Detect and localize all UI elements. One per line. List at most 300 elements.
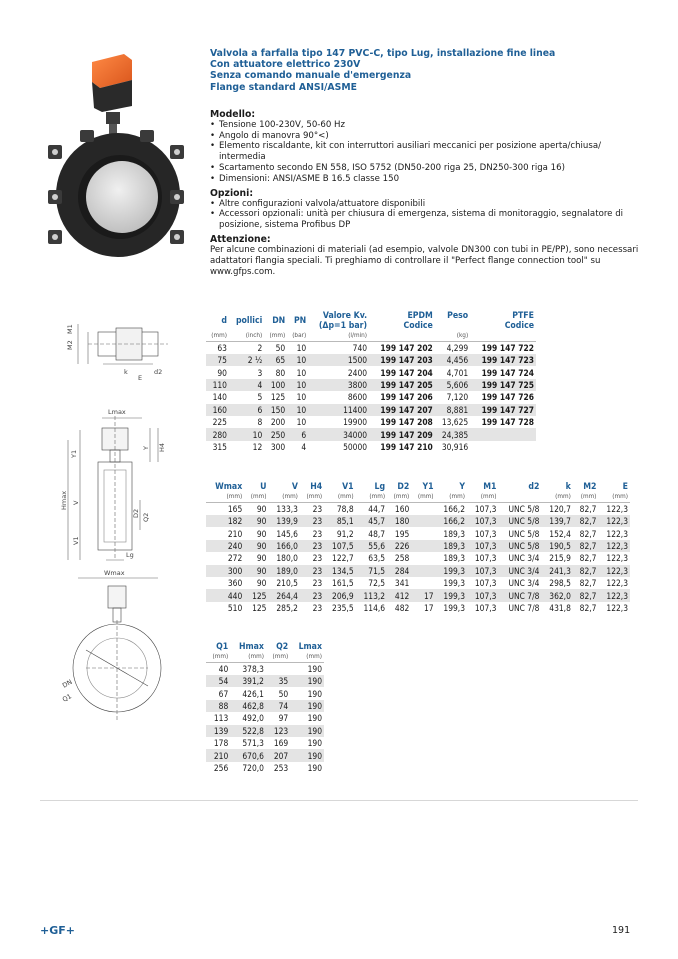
gf-logo: +GF+ — [40, 924, 75, 937]
table-cell: 256 — [213, 762, 229, 773]
table-cell: 272 — [227, 553, 243, 564]
table-cell: 12 — [252, 441, 263, 452]
table-cell: 4 — [301, 441, 307, 452]
col-header: pollici — [235, 316, 263, 326]
table-cell: 82,7 — [579, 553, 597, 564]
table-cell: 189,3 — [443, 528, 465, 539]
table-cell: 122,3 — [606, 578, 628, 589]
table-cell — [266, 663, 290, 676]
list-item: • Elemento riscaldante, kit con interruttori ausiliari meccanici per posizione aperta/chiusa/ intermedia — [210, 141, 640, 163]
table-cell: 140 — [212, 392, 227, 403]
table-cell — [411, 515, 435, 527]
table-cell: 23 — [312, 528, 323, 539]
table-cell: 3800 — [308, 379, 369, 391]
modello-list — [210, 120, 640, 185]
table-row — [206, 762, 324, 774]
table-cell: 97 — [278, 713, 289, 724]
table-cell: 44,7 — [368, 504, 386, 514]
dim-label-wmax: Wmax — [104, 569, 125, 577]
table-cell: 50 — [275, 343, 286, 353]
table-cell: 195 — [394, 528, 410, 539]
table-cell: 169 — [273, 738, 289, 749]
table-row — [206, 700, 324, 712]
title-line: Senza comando manuale d'emergenza — [210, 70, 412, 82]
table-cell: 125 — [270, 392, 286, 403]
table-cell: 23 — [300, 565, 324, 577]
table-cell: 122,3 — [606, 528, 628, 539]
dim-label-v1: V1 — [72, 536, 80, 545]
unit-label: (mm) — [324, 492, 355, 503]
table-cell: 190 — [307, 713, 322, 724]
unit-label: (mm) — [290, 652, 324, 663]
table-cell: 55,6 — [356, 540, 387, 552]
dim-label-y: Y — [142, 446, 150, 450]
table-cell: 300 — [206, 565, 244, 577]
table-cell: 13,625 — [441, 417, 469, 428]
table-cell: 378,3 — [242, 664, 264, 674]
table-cell: 199,3 — [443, 602, 465, 613]
table-cell: 4,456 — [435, 354, 470, 366]
table-cell: 113,2 — [356, 589, 387, 601]
col-header: U — [260, 482, 267, 492]
table-cell: 10 — [296, 367, 307, 378]
table-cell: 199 147 210 — [380, 441, 433, 452]
table-cell: UNC 3/4 — [508, 578, 540, 589]
table-cell: 10 — [296, 417, 307, 428]
table-cell: 166,2 — [443, 504, 465, 514]
table-row — [206, 749, 324, 761]
col-header: PTFE Codice — [504, 311, 534, 331]
table-cell: 431,8 — [549, 602, 571, 613]
unit-label: (mm) — [436, 492, 467, 503]
footer-divider — [40, 800, 638, 801]
table-cell: 114,6 — [363, 602, 386, 613]
unit-label: (mm) — [387, 492, 411, 503]
table-row — [206, 675, 324, 687]
attenzione-text: Per alcune combinazioni di materiali (ad esempio, valvole DN300 con tubi in PE/PP), sono necessari adattatori flangia speciali. Ti preghiamo di controllare il "Perfect flange connection tool" su www.gfps.com. — [210, 244, 639, 277]
table-cell: 6 — [229, 404, 264, 416]
table-cell: UNC 5/8 — [508, 504, 540, 514]
opzioni-heading: Opzioni: — [210, 187, 254, 199]
table-cell: 199 147 208 — [380, 417, 433, 428]
unit-label: (l/min) — [308, 331, 369, 342]
table-cell: 199 147 206 — [380, 392, 433, 403]
table-cell: 412 — [387, 589, 411, 601]
dim-label-v: V — [72, 500, 80, 505]
table-cell: 107,3 — [467, 565, 498, 577]
table-cell: 11400 — [308, 404, 369, 416]
table-cell: 199 147 203 — [369, 354, 435, 366]
table-cell: 5 — [257, 392, 263, 403]
table-cell: 75 — [206, 354, 229, 366]
table-cell: 82,7 — [573, 565, 599, 577]
unit-label: (mm) — [206, 652, 230, 663]
table-row — [206, 737, 324, 749]
product-title — [210, 48, 640, 93]
table-cell: 23 — [300, 589, 324, 601]
table-row — [206, 366, 536, 378]
table-cell: 125 — [244, 589, 268, 601]
table-cell: 10 — [287, 354, 308, 366]
opzioni-list — [210, 199, 640, 231]
table-cell: 107,3 — [474, 602, 497, 613]
table-cell: 80 — [275, 367, 286, 378]
unit-label: (inch) — [229, 331, 264, 342]
table-cell: UNC 7/8 — [508, 602, 540, 613]
table-cell: 23 — [312, 578, 323, 589]
unit-label: (mm) — [268, 492, 299, 503]
table-cell: 440 — [206, 589, 244, 601]
table-cell: 134,5 — [324, 565, 355, 577]
unit-label: (mm) — [356, 492, 387, 503]
title-line: Con attuatore elettrico 230V — [210, 59, 361, 71]
table-cell: 199 147 209 — [369, 428, 435, 440]
table-cell: 199 147 207 — [369, 404, 435, 416]
table-cell: 139 — [206, 725, 230, 737]
table-cell: 120,7 — [549, 504, 571, 514]
dim-label-h4: H4 — [158, 442, 166, 452]
unit-label: (mm) — [411, 492, 435, 503]
table-cell: 23 — [312, 602, 323, 613]
title-line: Flange standard ANSI/ASME — [210, 81, 357, 93]
table-cell: 166,0 — [268, 540, 299, 552]
unit-label: (mm) — [467, 492, 498, 503]
table-cell: 65 — [264, 354, 287, 366]
table-cell: 182 — [206, 515, 244, 527]
col-header: k — [565, 482, 571, 492]
unit-label: (mm) — [300, 492, 324, 503]
table-row — [206, 712, 324, 724]
table-cell: 122,3 — [598, 540, 630, 552]
table-cell: 10 — [296, 343, 307, 353]
col-header: E — [622, 482, 628, 492]
table-cell: 100 — [264, 379, 287, 391]
col-header: Lmax — [298, 642, 322, 652]
table-row — [206, 503, 630, 516]
table-cell — [411, 552, 435, 564]
table-row — [206, 540, 630, 552]
col-header: H4 — [310, 482, 323, 492]
col-header: Wmax — [215, 482, 243, 492]
table-cell: UNC 5/8 — [498, 540, 541, 552]
table-cell: 90 — [256, 553, 267, 564]
table-cell: 82,7 — [579, 504, 597, 514]
table-cell — [411, 503, 435, 516]
table-row — [206, 391, 536, 403]
table-row — [206, 441, 536, 453]
table-cell: 122,3 — [606, 602, 628, 613]
table-cell: 40 — [218, 664, 229, 674]
unit-label — [369, 331, 435, 342]
title-line: Valvola a farfalla tipo 147 PVC-C, tipo Lug, installazione fine linea — [210, 48, 556, 59]
table-row — [206, 602, 630, 614]
table-cell: 178 — [213, 738, 229, 749]
col-header: DN — [272, 316, 286, 326]
table-cell: 492,0 — [242, 713, 264, 724]
table-cell: 190 — [307, 738, 322, 749]
table-cell: 122,3 — [598, 565, 630, 577]
table-cell: 315 — [212, 441, 227, 452]
table-cell: 107,3 — [467, 589, 498, 601]
table-cell: 34000 — [308, 428, 369, 440]
dim-label-d2-upper: D2 — [132, 508, 140, 518]
dim-label-q1: Q1 — [61, 692, 74, 704]
table-cell: 82,7 — [579, 578, 597, 589]
table-row — [206, 342, 536, 355]
table-cell: 160 — [206, 404, 229, 416]
table-cell: 522,8 — [230, 725, 266, 737]
table-cell: 133,3 — [276, 504, 298, 514]
table-cell: 190 — [290, 749, 324, 761]
col-header: M2 — [583, 482, 597, 492]
table-row — [206, 354, 536, 366]
table-cell: 4,701 — [446, 367, 469, 378]
actuator-dimensions-table — [206, 642, 324, 774]
table-cell: 107,3 — [474, 553, 497, 564]
table-cell: 190 — [307, 688, 322, 699]
col-header: Hmax — [238, 642, 264, 652]
table-cell: 17 — [411, 589, 435, 601]
table-cell: 123 — [266, 725, 290, 737]
table-cell: 139,7 — [541, 515, 572, 527]
unit-label: (mm) — [206, 331, 229, 342]
table-cell: 199 147 726 — [481, 392, 534, 403]
table-cell: 90 — [217, 367, 227, 378]
table-cell: 8 — [257, 417, 263, 428]
table-cell: 67 — [218, 688, 229, 699]
table-cell: 30,916 — [441, 441, 469, 452]
dim-label-m1: M1 — [66, 324, 74, 334]
table-cell: 190 — [290, 675, 324, 687]
table-cell: 107,3 — [474, 528, 497, 539]
table-cell: 82,7 — [573, 589, 599, 601]
table-cell: 8,881 — [435, 404, 470, 416]
dim-label-dn: DN — [61, 677, 74, 690]
list-item: • Dimensioni: ANSI/ASME B 16.5 classe 150 — [210, 174, 640, 185]
table-cell: 199 147 204 — [380, 367, 433, 378]
table-cell: 199,3 — [436, 565, 467, 577]
dim-label-q2: Q2 — [142, 512, 150, 522]
table-row — [206, 515, 630, 527]
table-cell: 88 — [206, 700, 230, 712]
table-cell — [411, 565, 435, 577]
table-cell: 199 147 728 — [481, 417, 534, 428]
table-row — [206, 687, 324, 699]
table-row — [206, 589, 630, 601]
col-header: Y1 — [422, 482, 434, 492]
table-cell: 122,3 — [606, 504, 628, 514]
table-cell: 10 — [229, 428, 264, 440]
table-cell — [470, 441, 536, 453]
table-cell: 215,9 — [549, 553, 571, 564]
table-cell: 235,5 — [332, 602, 354, 613]
table-cell: 341 — [394, 578, 410, 589]
table-cell: 225 — [212, 417, 227, 428]
codes-table-body — [206, 342, 536, 454]
dim-label-d2: d2 — [154, 368, 163, 376]
table-cell: 139,9 — [268, 515, 299, 527]
table-cell — [411, 577, 435, 589]
col-header: Lg — [374, 482, 386, 492]
top-view-drawing — [78, 324, 168, 364]
table-cell: 190 — [290, 700, 324, 712]
table-cell: 161,5 — [332, 578, 354, 589]
dim-label-k: k — [124, 368, 128, 376]
col-header: EPDM Codice — [403, 311, 433, 331]
table-cell: 180,0 — [276, 553, 298, 564]
table-cell: 90 — [244, 515, 268, 527]
table-cell: 360 — [227, 578, 243, 589]
table-cell: 110 — [206, 379, 229, 391]
col-header: D2 — [397, 482, 410, 492]
dim-label-hmax: Hmax — [60, 490, 68, 510]
list-item: • Altre configurazioni valvola/attuatore disponibili — [210, 199, 640, 210]
dim-label-lmax: Lmax — [108, 408, 126, 416]
table-row — [206, 577, 630, 589]
col-header: d — [221, 316, 227, 326]
list-item: • Accessori opzionali: unità per chiusura di emergenza, sistema di monitoraggio, segnalatore di posizione, sistema Profibus DP — [210, 209, 640, 231]
table-cell: 50 — [278, 688, 289, 699]
table-cell: 50000 — [343, 441, 368, 452]
table-cell: 200 — [270, 417, 286, 428]
table-cell: 23 — [300, 515, 324, 527]
col-header: d2 — [528, 482, 540, 492]
unit-label: (mm) — [206, 492, 244, 503]
table-cell: 190,5 — [541, 540, 572, 552]
table-cell: 462,8 — [230, 700, 266, 712]
table-cell: 199,3 — [436, 589, 467, 601]
table-cell: 107,3 — [467, 515, 498, 527]
dimensions-table — [206, 482, 630, 614]
table-cell: 180 — [387, 515, 411, 527]
table-cell — [470, 428, 536, 440]
col-header: Peso — [447, 311, 469, 321]
table-cell: 19900 — [343, 417, 368, 428]
unit-label: (bar) — [287, 331, 308, 342]
table-cell: 258 — [394, 553, 410, 564]
table-cell: 199 147 724 — [481, 367, 534, 378]
table-cell: 226 — [387, 540, 411, 552]
unit-label — [498, 492, 541, 503]
table-cell: 2 ½ — [229, 354, 264, 366]
table-cell: 90 — [256, 528, 267, 539]
table-cell: 10 — [287, 404, 308, 416]
col-header: M1 — [483, 482, 497, 492]
table-cell: 190 — [307, 664, 322, 674]
table-cell: 241,3 — [541, 565, 572, 577]
table-cell — [411, 540, 435, 552]
table-cell: 740 — [352, 343, 368, 353]
table-cell: 74 — [266, 700, 290, 712]
unit-label — [470, 331, 536, 342]
table-cell: 190 — [290, 725, 324, 737]
table-cell: 122,3 — [598, 515, 630, 527]
table-cell: 78,8 — [336, 504, 354, 514]
table-cell: 5,606 — [435, 379, 470, 391]
table-cell: UNC 3/4 — [498, 565, 541, 577]
table-row — [206, 565, 630, 577]
table-cell: 2 — [257, 343, 263, 353]
table-cell: 71,5 — [356, 565, 387, 577]
table-cell: 2400 — [347, 367, 368, 378]
table-cell: 82,7 — [573, 540, 599, 552]
table-cell: 3 — [257, 367, 263, 378]
table-cell: 125 — [252, 602, 267, 613]
table-cell: 7,120 — [446, 392, 469, 403]
table-cell: 720,0 — [242, 762, 264, 773]
table-row — [206, 663, 324, 676]
table-cell: 199 147 202 — [380, 343, 433, 353]
table-cell: 54 — [206, 675, 230, 687]
table-cell: 210 — [206, 749, 230, 761]
col-header: Valore Kv. (Δp=1 bar) — [318, 311, 368, 331]
table-cell: 250 — [264, 428, 287, 440]
table-cell: 210,5 — [276, 578, 298, 589]
table-cell: 23 — [312, 504, 323, 514]
col-header: Q2 — [276, 642, 289, 652]
unit-label: (mm) — [266, 652, 290, 663]
table-row — [206, 379, 536, 391]
table-cell: 122,3 — [606, 553, 628, 564]
table-cell: 8600 — [347, 392, 368, 403]
table-cell: 190 — [307, 762, 322, 773]
table-cell: 82,7 — [573, 515, 599, 527]
table-cell: 6 — [287, 428, 308, 440]
table-cell: 482 — [394, 602, 410, 613]
table-cell: 45,7 — [356, 515, 387, 527]
table-cell: 253 — [273, 762, 289, 773]
unit-label: (mm) — [264, 331, 287, 342]
table-cell: 1500 — [308, 354, 369, 366]
table-cell: 82,7 — [579, 602, 597, 613]
table-cell: 280 — [206, 428, 229, 440]
codes-table — [206, 311, 536, 453]
table-cell: 82,7 — [579, 528, 597, 539]
table-cell: 426,1 — [242, 688, 264, 699]
table-cell: 107,3 — [474, 578, 497, 589]
table-cell: UNC 3/4 — [508, 553, 540, 564]
table-row — [206, 404, 536, 416]
actuator-dimensions-table-body — [206, 663, 324, 775]
table-cell: 122,7 — [332, 553, 354, 564]
table-cell: 145,6 — [276, 528, 298, 539]
table-cell: 199 147 723 — [470, 354, 536, 366]
unit-label: (mm) — [541, 492, 572, 503]
table-cell: 285,2 — [276, 602, 298, 613]
table-cell: 298,5 — [549, 578, 571, 589]
side-view-drawing — [68, 416, 158, 560]
table-cell: 240 — [206, 540, 244, 552]
list-item: • Scartamento secondo EN 558, ISO 5752 (DN50-200 riga 25, DN250-300 riga 16) — [210, 163, 640, 174]
table-cell: 264,4 — [268, 589, 299, 601]
col-header: V1 — [342, 482, 354, 492]
table-cell: 284 — [387, 565, 411, 577]
table-cell: 391,2 — [230, 675, 266, 687]
table-row — [206, 416, 536, 428]
table-cell: 23 — [312, 553, 323, 564]
technical-drawings — [58, 310, 198, 730]
table-cell: 113 — [213, 713, 229, 724]
table-cell: 207 — [266, 749, 290, 761]
valve-product-image — [40, 50, 192, 260]
table-cell: 10 — [296, 392, 307, 403]
table-cell: 165 — [227, 504, 243, 514]
table-row — [206, 428, 536, 440]
dim-label-e: E — [138, 374, 143, 382]
table-cell: 4,299 — [446, 343, 469, 353]
table-cell: 189,3 — [436, 540, 467, 552]
table-cell: 23 — [300, 540, 324, 552]
